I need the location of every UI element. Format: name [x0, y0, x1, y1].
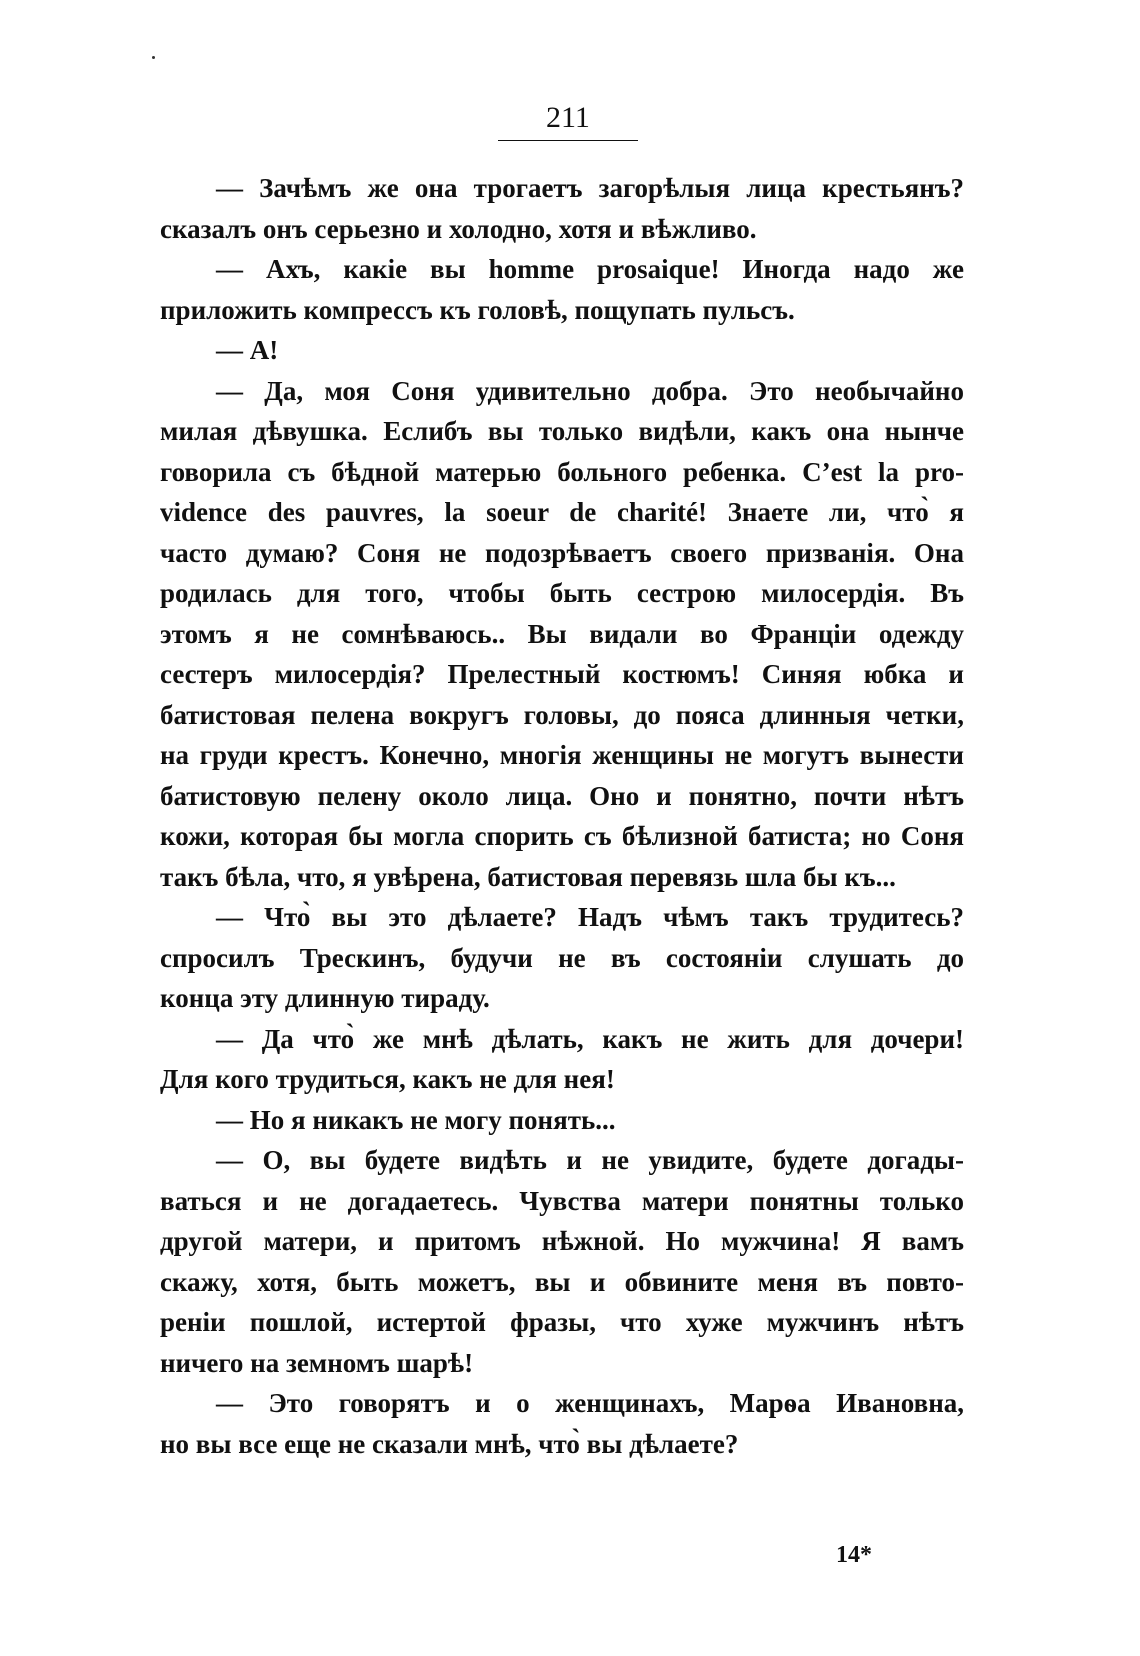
paragraph — [160, 897, 964, 1019]
text-line: — Что̀ вы это дѣлаете? Надъ чѣмъ такъ трудитесь? — [216, 902, 964, 932]
text-line: часто думаю? Соня не подозрѣваетъ своего призванія. Она — [160, 537, 964, 568]
body-text — [160, 168, 964, 1464]
text-line: — Зачѣмъ же она трогаетъ загорѣлыя лица крестьянъ? — [216, 173, 964, 203]
text-line: кожи, которая бы могла спорить съ бѣлизной батиста; но Соня — [160, 821, 964, 851]
text-line: — Да, моя Соня удивительно добра. Это необычайно — [216, 375, 964, 406]
text-line: — А! — [216, 335, 279, 365]
text-line: конца эту длинную тираду. — [160, 983, 490, 1013]
paragraph — [160, 168, 964, 249]
text-line: — Ахъ, какіе вы homme prosaique! Иногда надо же — [216, 254, 964, 284]
text-line: приложить компрессъ къ головѣ, пощупать пульсъ. — [160, 294, 795, 325]
text-line: на груди крестъ. Конечно, многія женщины не могутъ вынести — [160, 740, 964, 770]
text-line: ничего на земномъ шарѣ! — [160, 1347, 474, 1378]
text-line: vidence des pauvres, la soeur de charité! Знаете ли, что̀ я — [160, 497, 964, 527]
printer-signature: 14* — [836, 1542, 872, 1568]
text-line: такъ бѣла, что, я увѣрена, батистовая перевязь шла бы къ... — [160, 861, 896, 892]
text-line: — Но я никакъ не могу понять... — [216, 1104, 616, 1135]
page-number-rule — [498, 140, 638, 141]
text-line: — Да что̀ же мнѣ дѣлать, какъ не жить для дочери! — [216, 1023, 964, 1054]
text-line: этомъ я не сомнѣваюсь.. Вы видали во Франціи одежду — [160, 618, 964, 649]
paragraph — [160, 1100, 964, 1141]
page-number: 211 — [546, 101, 590, 134]
text-line: сестеръ милосердія? Прелестный костюмъ! Синяя юбка и — [160, 659, 964, 689]
text-line: говорила съ бѣдной матерью больного ребенка. C’est la pro- — [160, 456, 964, 487]
paragraph — [160, 330, 964, 371]
text-line: ваться и не догадаетесь. Чувства матери понятны только — [160, 1185, 964, 1216]
paragraph — [160, 1019, 964, 1100]
text-line: милая дѣвушка. Еслибъ вы только видѣли, какъ она нынче — [160, 416, 964, 446]
text-line: спросилъ Трескинъ, будучи не въ состояніи слушать до — [160, 942, 964, 973]
text-line: реніи пошлой, истертой фразы, что хуже мужчинъ нѣтъ — [160, 1307, 964, 1337]
text-line: сказалъ онъ серьезно и холодно, хотя и вѣжливо. — [160, 213, 757, 244]
paragraph — [160, 1383, 964, 1464]
paragraph — [160, 249, 964, 330]
text-line: родилась для того, чтобы быть сестрою милосердія. Въ — [160, 578, 964, 608]
text-line: Для кого трудиться, какъ не для нея! — [160, 1064, 615, 1094]
paragraph — [160, 371, 964, 898]
print-speck — [152, 56, 155, 59]
text-line: батистовую пелену около лица. Оно и понятно, почти нѣтъ — [160, 780, 964, 811]
text-line: но вы все еще не сказали мнѣ, что̀ вы дѣлаете? — [160, 1428, 739, 1459]
text-line: — О, вы будете видѣть и не увидите, будете догады- — [216, 1145, 964, 1175]
text-line: другой матери, и притомъ нѣжной. Но мужчина! Я вамъ — [160, 1226, 964, 1256]
text-line: батистовая пелена вокругъ головы, до пояса длинныя четки, — [160, 699, 964, 730]
text-line: — Это говорятъ и о женщинахъ, Марѳа Ивановна, — [216, 1388, 964, 1418]
paragraph — [160, 1140, 964, 1383]
text-line: скажу, хотя, быть можетъ, вы и обвините меня въ повто- — [160, 1266, 964, 1297]
